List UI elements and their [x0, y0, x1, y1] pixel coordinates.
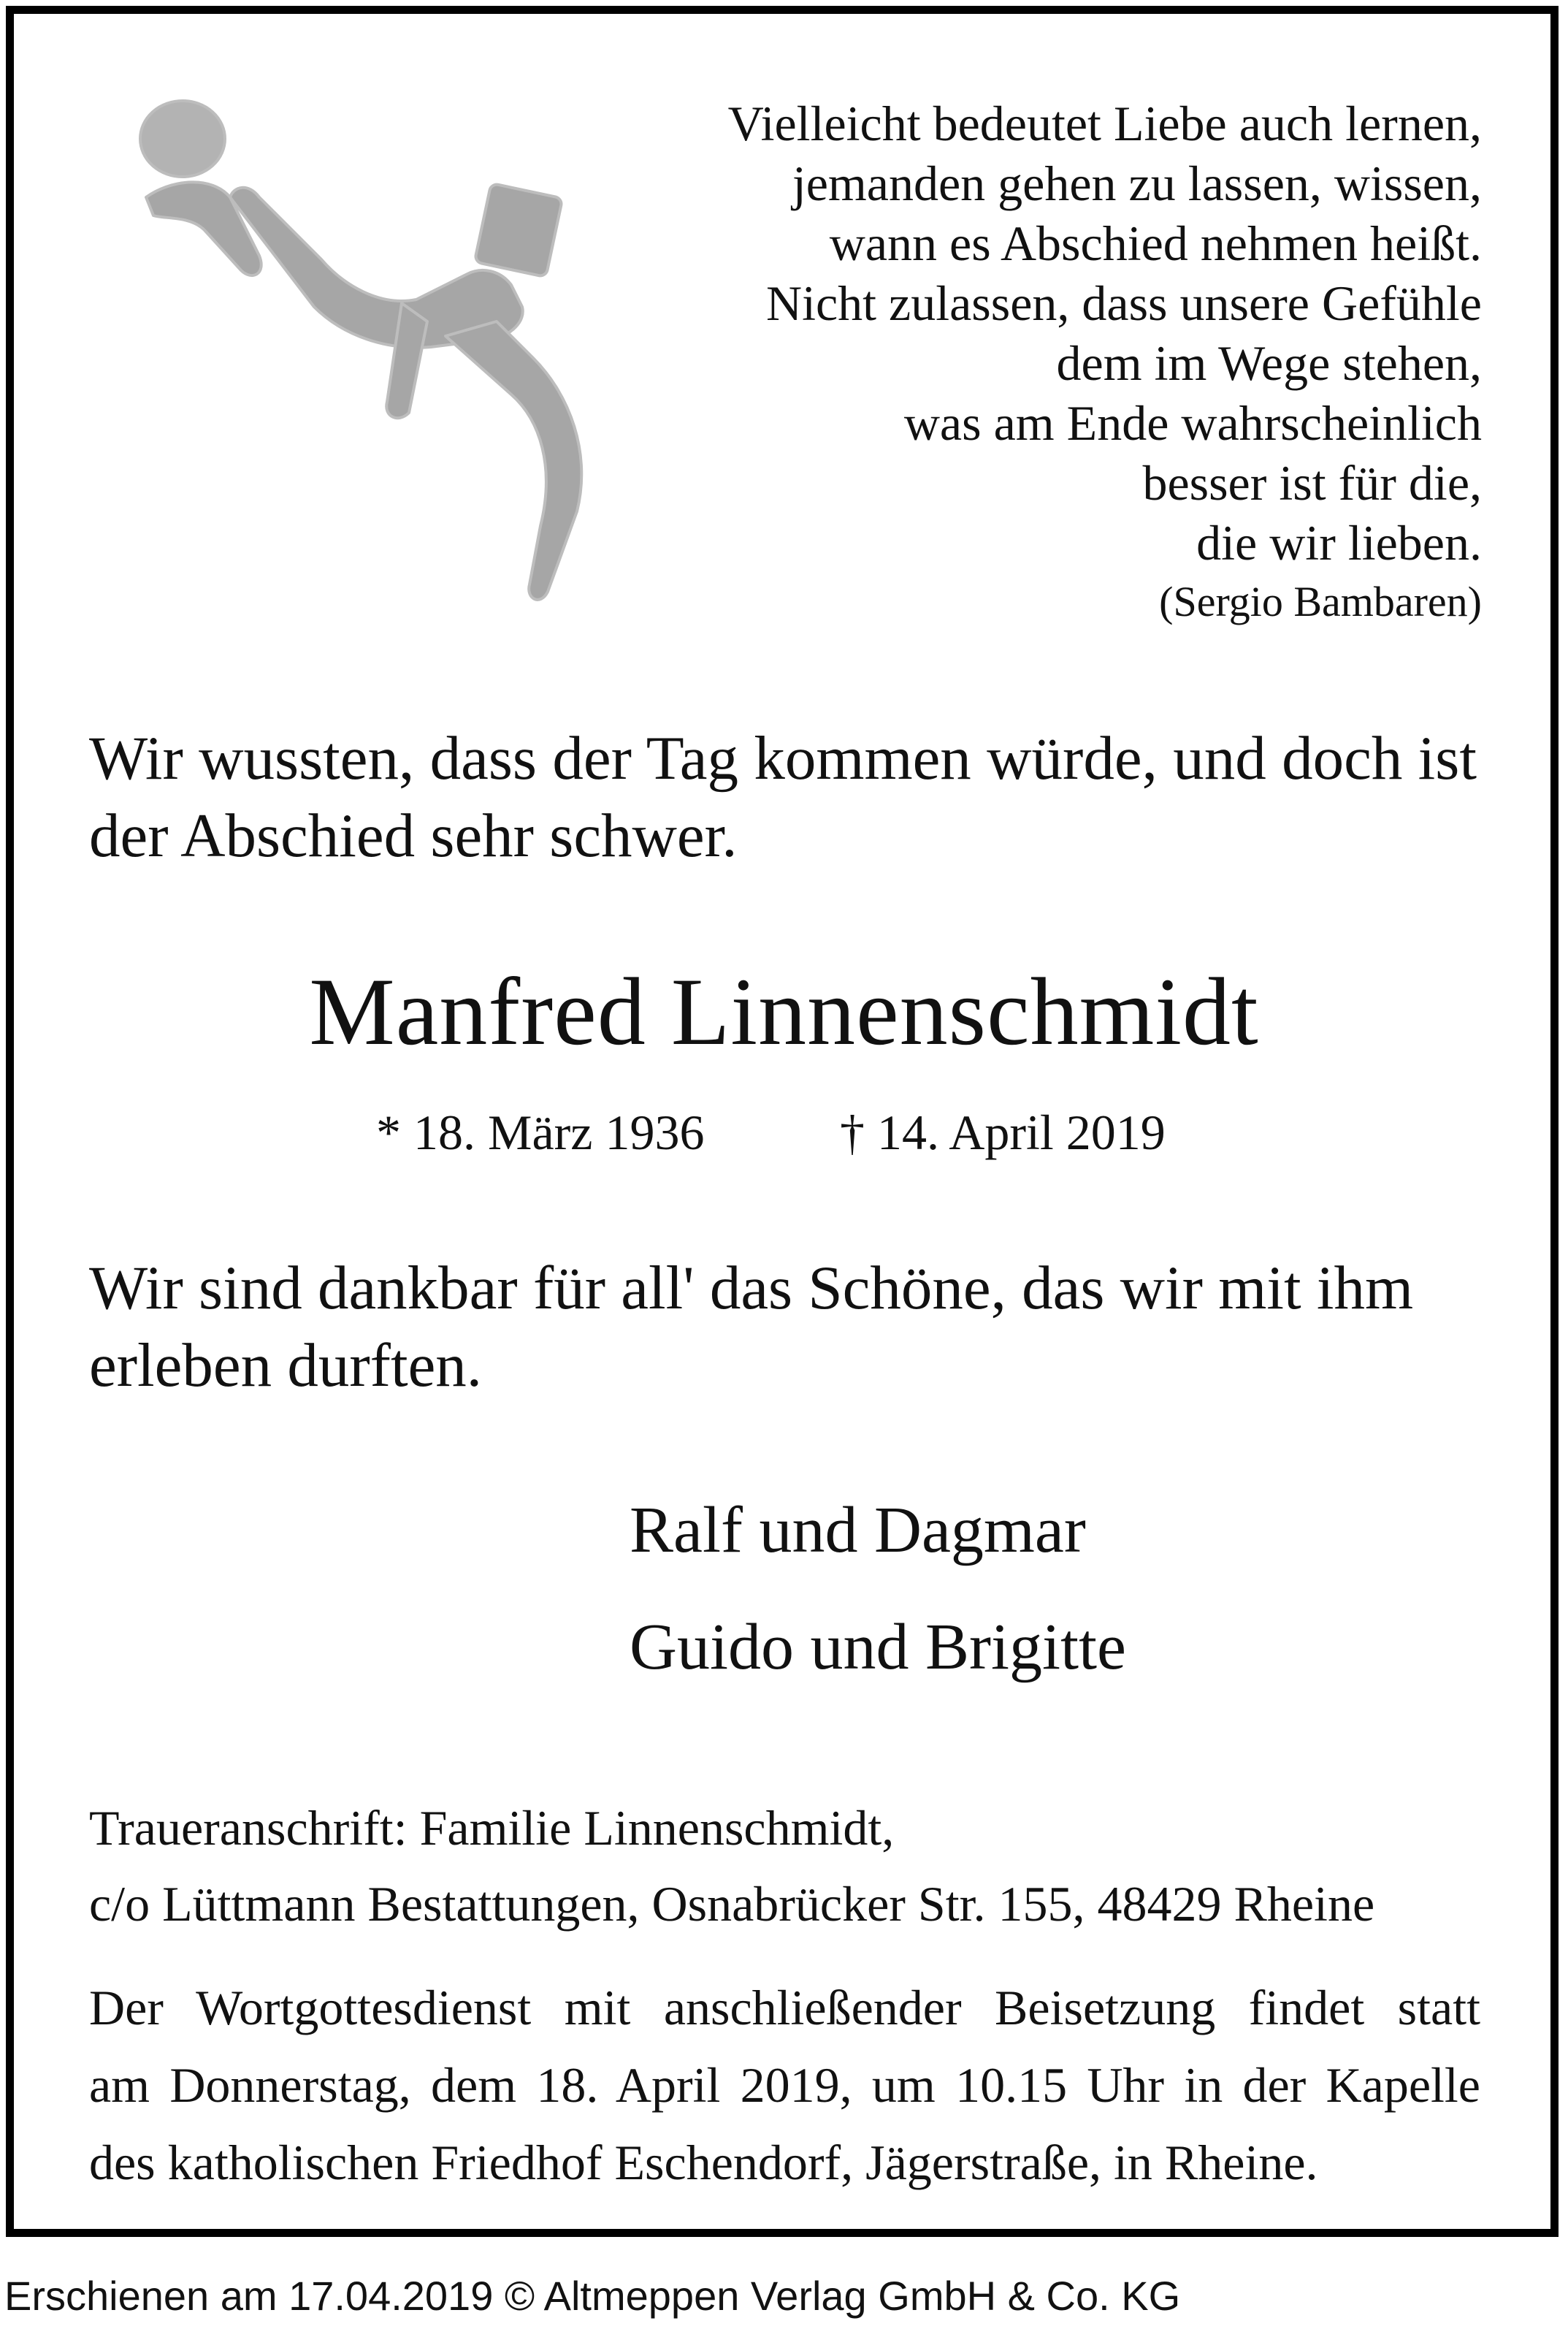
- poem-line: was am Ende wahrscheinlich: [903, 395, 1482, 451]
- deceased-name: Manfred Linnenschmidt: [309, 958, 1259, 1065]
- mourning-address: [89, 1790, 1477, 1942]
- poem: [605, 94, 1482, 631]
- service-line: am Donnerstag, dem 18. April 2019, um 10.15 Uhr in der Kapelle: [89, 2057, 1480, 2113]
- address-line: Traueranschrift: Familie Linnenschmidt,: [89, 1800, 895, 1856]
- poem-line: besser ist für die,: [1142, 455, 1482, 511]
- poem-line: jemanden gehen zu lassen, wissen,: [792, 156, 1482, 211]
- poem-author: (Sergio Bambaren): [1159, 578, 1482, 625]
- family-member: Guido und Brigitte: [630, 1611, 1126, 1683]
- poem-line: Vielleicht bedeutet Liebe auch lernen,: [727, 96, 1482, 151]
- service-line: Der Wortgottesdienst mit anschließender Beisetzung findet statt: [89, 1980, 1480, 2035]
- footballer-bicycle-kick-icon: [102, 88, 628, 643]
- service-line: des katholischen Friedhof Eschendorf, Jägerstraße, in Rheine.: [89, 2135, 1318, 2190]
- intro-text: Wir wussten, dass der Tag kommen würde, und doch ist der Abschied sehr schwer.: [89, 724, 1477, 870]
- address-line: c/o Lüttmann Bestattungen, Osnabrücker Str. 155, 48429 Rheine: [89, 1876, 1375, 1932]
- gratitude-text: Wir sind dankbar für all' das Schöne, das wir mit ihm erleben durften.: [89, 1254, 1414, 1400]
- birth-date: * 18. März 1936: [376, 1105, 705, 1160]
- poem-line: wann es Abschied nehmen heißt.: [829, 216, 1482, 271]
- poem-line: die wir lieben.: [1196, 515, 1482, 571]
- poem-line: dem im Wege stehen,: [1056, 335, 1482, 391]
- publication-footer: Erschienen am 17.04.2019 © Altmeppen Verlag GmbH & Co. KG: [4, 2273, 1181, 2319]
- death-date: † 14. April 2019: [840, 1105, 1166, 1160]
- service-notice: [89, 1969, 1480, 2201]
- family-member: Ralf und Dagmar: [630, 1494, 1086, 1566]
- poem-line: Nicht zulassen, dass unsere Gefühle: [765, 275, 1482, 331]
